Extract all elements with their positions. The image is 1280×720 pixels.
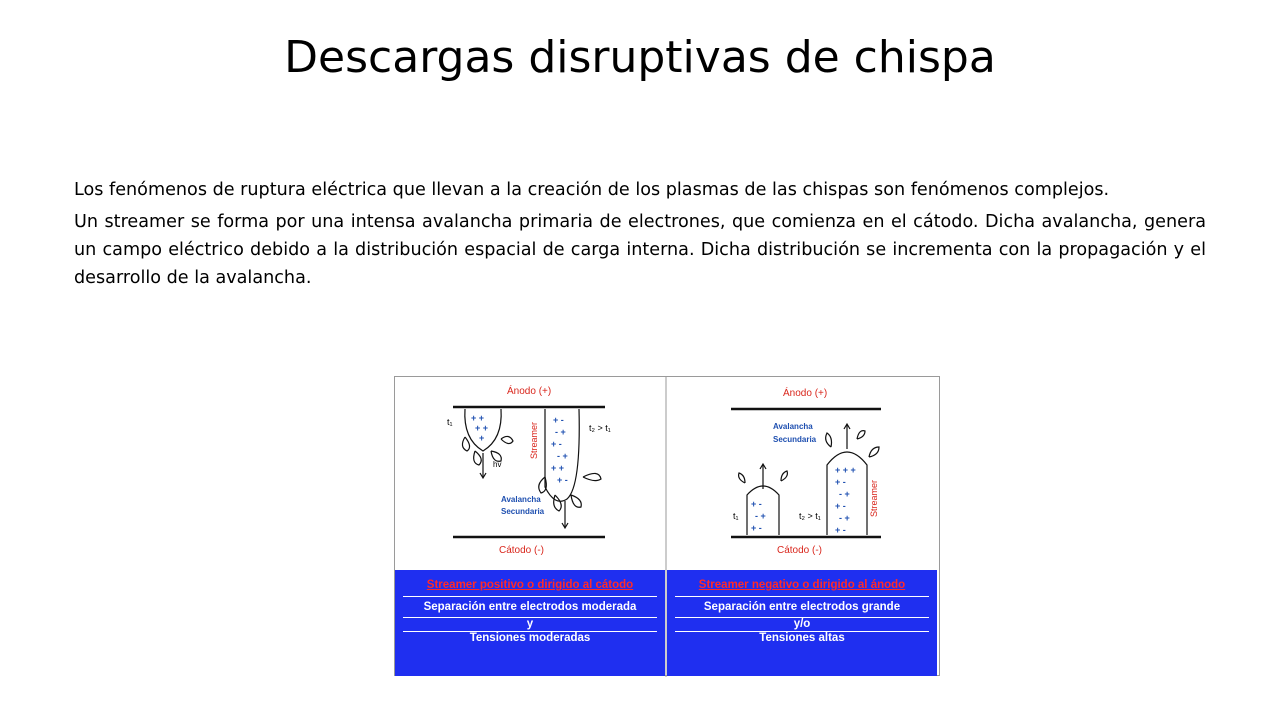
left-caption-line-2: y — [526, 618, 534, 630]
svg-text:+ -: + - — [751, 523, 762, 533]
left-cathode-label: Cátodo (-) — [499, 545, 545, 556]
paragraph-intro: Los fenómenos de ruptura eléctrica que llevan a la creación de los plasmas de las chispas son fenómenos complejos. — [74, 180, 1110, 200]
svg-text:+ -: + - — [835, 525, 846, 535]
paragraph-streamer: Un streamer se forma por una intensa avalancha primaria de electrones, que comienza en el cátodo. Dicha avalancha, genera un campo eléctrico debido a la distribución espacial de carga interna. Dicha distribución se incrementa con la propagación y el desarrollo de la avalancha. — [74, 212, 1206, 288]
svg-text:- +: - + — [839, 489, 850, 499]
svg-text:+ -: + - — [835, 477, 846, 487]
left-drop-4 — [501, 436, 513, 443]
right-caption-line-1: Separación entre electrodos grande — [703, 601, 901, 613]
right-panel-charges — [751, 465, 856, 535]
left-drop-7 — [571, 495, 581, 507]
svg-text:- +: - + — [555, 427, 566, 437]
left-drop-1 — [462, 437, 469, 451]
right-avalanche-label-1: Avalancha — [773, 422, 813, 431]
right-anode-label: Ánodo (+) — [783, 388, 828, 399]
right-caption-line-2: y/o — [793, 618, 811, 630]
right-caption-divider-1 — [675, 596, 929, 597]
right-caption-title: Streamer negativo o dirigido al ánodo — [698, 579, 906, 591]
slide-title: Descargas disruptivas de chispa — [284, 32, 996, 83]
right-streamer-label: Streamer — [869, 479, 879, 517]
svg-text:+ +: + + — [471, 413, 485, 423]
right-drop-2 — [781, 471, 787, 481]
streamer-diagram — [394, 376, 940, 676]
svg-text:- +: - + — [755, 511, 766, 521]
svg-text:+ -: + - — [557, 475, 568, 485]
left-drop-6 — [554, 495, 562, 511]
right-caption-line-3: Tensiones altas — [759, 632, 845, 644]
left-caption-line-3: Tensiones moderadas — [469, 632, 591, 644]
left-t2-label: t₂ > t₁ — [589, 423, 611, 433]
svg-text:+ -: + - — [835, 501, 846, 511]
right-caption-box — [667, 570, 937, 676]
left-caption-title: Streamer positivo o dirigido al cátodo — [426, 579, 634, 591]
left-t1-label: t₁ — [447, 417, 453, 427]
right-drop-3 — [826, 433, 832, 447]
right-t2-label: t₂ > t₁ — [799, 511, 821, 521]
right-drop-4 — [857, 431, 865, 439]
left-drop-8 — [583, 473, 601, 480]
left-caption-line-1: Separación entre electrodos moderada — [423, 601, 637, 613]
left-anode-label: Ánodo (+) — [507, 386, 552, 397]
left-drop-2 — [474, 451, 482, 465]
left-avalanche-label-2: Secundaria — [501, 507, 545, 516]
svg-text:+ + +: + + + — [835, 465, 856, 475]
svg-text:+ -: + - — [551, 439, 562, 449]
svg-text:+ -: + - — [751, 499, 762, 509]
svg-text:+ +: + + — [551, 463, 565, 473]
right-avalanche-label-2: Secundaria — [773, 435, 817, 444]
svg-text:+ -: + - — [553, 415, 564, 425]
left-caption-box — [395, 570, 665, 676]
svg-text:+: + — [479, 433, 485, 443]
right-t1-label: t₁ — [733, 511, 739, 521]
svg-text:- +: - + — [839, 513, 850, 523]
svg-text:+ +: + + — [475, 423, 489, 433]
left-avalanche-label-1: Avalancha — [501, 495, 541, 504]
left-streamer-label: Streamer — [529, 421, 539, 459]
right-drop-1 — [739, 473, 745, 483]
right-drop-5 — [869, 447, 879, 457]
slide-body — [74, 176, 1206, 296]
right-cathode-label: Cátodo (-) — [777, 545, 823, 556]
left-hv-label: hv — [493, 460, 502, 469]
svg-text:- +: - + — [557, 451, 568, 461]
left-caption-divider-1 — [403, 596, 657, 597]
